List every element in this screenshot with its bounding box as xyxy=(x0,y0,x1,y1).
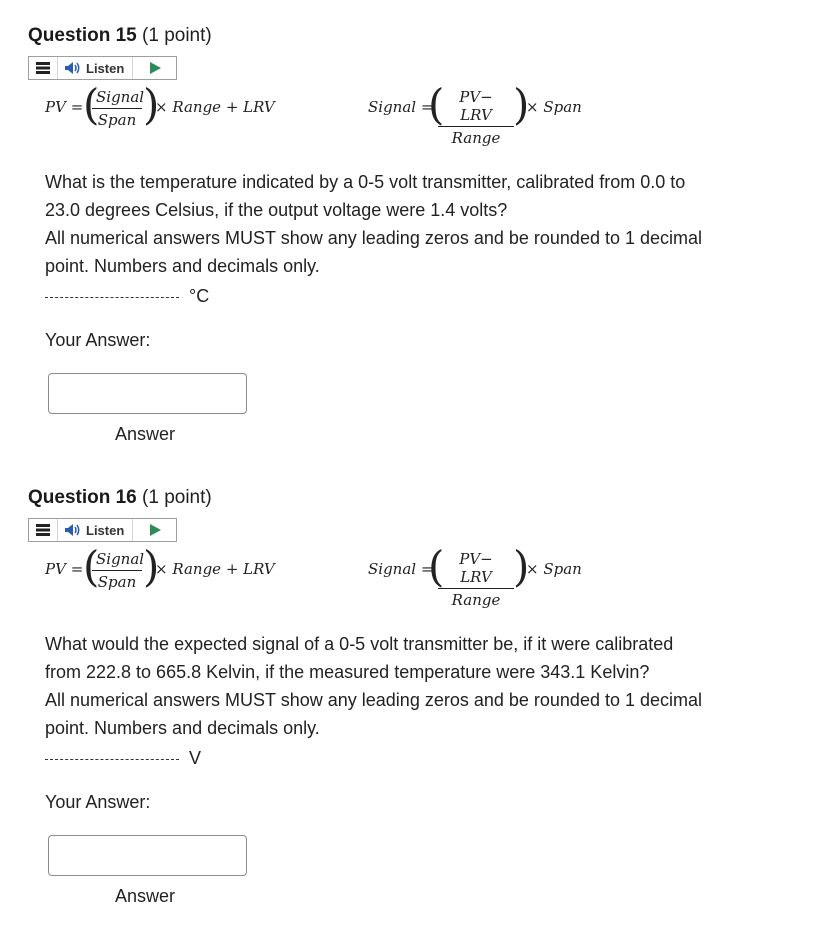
formula-signal-rhs: × Span xyxy=(526,98,582,116)
question-prompt xyxy=(45,168,702,280)
listen-label: Listen xyxy=(86,60,125,76)
prompt-line: from 222.8 to 665.8 Kelvin, if the measured temperature were 343.1 Kelvin? xyxy=(45,662,650,682)
menu-icon[interactable] xyxy=(29,519,57,541)
menu-icon[interactable] xyxy=(29,57,57,79)
fraction-numerator: PV− LRV xyxy=(438,550,514,589)
question-title xyxy=(28,486,212,510)
fraction-numerator: Signal xyxy=(92,88,142,109)
signal-formula xyxy=(368,80,598,147)
fraction-numerator: Signal xyxy=(92,550,142,571)
instruction-line: All numerical answers MUST show any leading zeros and be rounded to 1 decimal xyxy=(45,228,703,248)
left-paren: ( xyxy=(83,542,100,591)
prompt-line: 23.0 degrees Celsius, if the output voltage were 1.4 volts? xyxy=(45,200,508,220)
formula-signal-lhs: Signal = xyxy=(368,560,434,578)
speaker-icon xyxy=(64,523,82,537)
fraction-denominator: Span xyxy=(97,111,137,129)
fraction-denominator: Span xyxy=(97,573,137,591)
your-answer-label: Your Answer: xyxy=(45,330,151,350)
pv-formula xyxy=(45,544,285,594)
left-paren: ( xyxy=(428,542,445,591)
question-points: (1 point) xyxy=(142,487,212,508)
signal-formula xyxy=(368,542,598,609)
pv-range-fraction xyxy=(438,88,514,147)
right-paren: ) xyxy=(143,80,160,129)
left-paren: ( xyxy=(428,80,445,129)
fraction-denominator: Range xyxy=(451,591,501,609)
instruction-line: point. Numbers and decimals only. xyxy=(45,256,320,276)
answer-input[interactable] xyxy=(48,835,247,876)
blank-line xyxy=(45,297,179,298)
listen-toolbar xyxy=(28,56,177,80)
blank-line xyxy=(45,759,179,760)
right-paren: ) xyxy=(513,80,530,129)
listen-button[interactable] xyxy=(57,57,132,79)
formula-pv-lhs: PV = xyxy=(45,560,84,578)
formula-signal-rhs: × Span xyxy=(526,560,582,578)
formula-pv-rhs: × Range + LRV xyxy=(155,560,275,578)
left-paren: ( xyxy=(83,80,100,129)
question-points: (1 point) xyxy=(142,25,212,46)
play-icon[interactable] xyxy=(132,57,176,79)
instruction-line: point. Numbers and decimals only. xyxy=(45,718,320,738)
answer-label: Answer xyxy=(115,424,176,444)
listen-label: Listen xyxy=(86,522,125,538)
play-icon[interactable] xyxy=(132,519,176,541)
answer-label: Answer xyxy=(115,886,176,906)
right-paren: ) xyxy=(143,542,160,591)
answer-blank xyxy=(45,748,201,769)
formula-pv-rhs: × Range + LRV xyxy=(155,98,275,116)
signal-span-fraction xyxy=(92,88,145,129)
unit-label: °C xyxy=(189,286,210,306)
instruction-line: All numerical answers MUST show any leading zeros and be rounded to 1 decimal xyxy=(45,690,703,710)
listen-button[interactable] xyxy=(57,519,132,541)
right-paren: ) xyxy=(513,542,530,591)
speaker-icon xyxy=(64,61,82,75)
prompt-line: What is the temperature indicated by a 0-5 volt transmitter, calibrated from 0.0 to xyxy=(45,172,686,192)
answer-blank xyxy=(45,286,209,307)
pv-range-fraction xyxy=(438,550,514,609)
your-answer-label: Your Answer: xyxy=(45,792,151,812)
question-prompt xyxy=(45,630,702,742)
signal-span-fraction xyxy=(92,550,145,591)
question-title xyxy=(28,24,212,48)
question-number: Question 15 xyxy=(28,25,137,46)
prompt-line: What would the expected signal of a 0-5 volt transmitter be, if it were calibrated xyxy=(45,634,674,654)
question-number: Question 16 xyxy=(28,487,137,508)
fraction-denominator: Range xyxy=(451,129,501,147)
formula-pv-lhs: PV = xyxy=(45,98,84,116)
formula-signal-lhs: Signal = xyxy=(368,98,434,116)
listen-toolbar xyxy=(28,518,177,542)
pv-formula xyxy=(45,82,285,132)
answer-input[interactable] xyxy=(48,373,247,414)
unit-label: V xyxy=(189,748,202,768)
fraction-numerator: PV− LRV xyxy=(438,88,514,127)
